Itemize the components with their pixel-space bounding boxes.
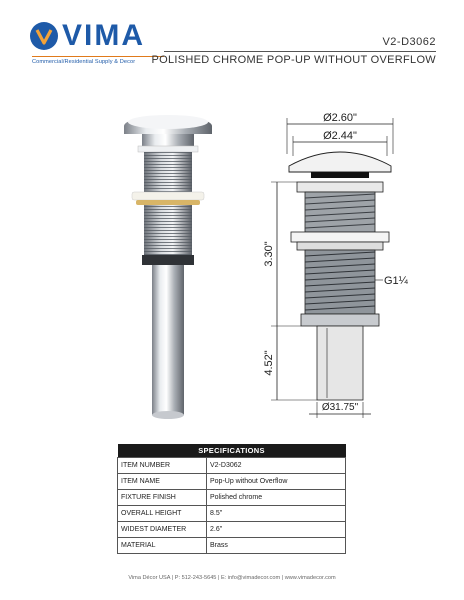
spec-label: ITEM NAME: [118, 474, 207, 490]
spec-value: Brass: [207, 538, 346, 554]
table-row: [118, 490, 346, 506]
spec-value: 2.6": [207, 522, 346, 538]
table-row: [118, 474, 346, 490]
specifications-heading: SPECIFICATIONS: [118, 444, 346, 458]
table-row: [118, 522, 346, 538]
dim-top-outer-label: Ø2.60": [323, 112, 357, 124]
spec-value: V2-D3062: [207, 458, 346, 474]
logo-v-mark-icon: [30, 22, 58, 50]
footer-contact: Vima Décor USA | P: 512-243-5645 | E: info@vimadecor.com | www.vimadecor.com: [128, 575, 336, 581]
spec-value: Polished chrome: [207, 490, 346, 506]
header-divider: [164, 51, 436, 52]
table-row: [118, 458, 346, 474]
brand-logo: [30, 19, 160, 72]
table-row: [118, 506, 346, 522]
spec-label: FIXTURE FINISH: [118, 490, 207, 506]
spec-label: OVERALL HEIGHT: [118, 506, 207, 522]
product-title: POLISHED CHROME POP-UP WITHOUT OVERFLOW: [151, 54, 436, 66]
dim-top-inner-label: Ø2.44": [323, 130, 357, 142]
spec-value: 8.5": [207, 506, 346, 522]
specifications-table: [117, 444, 346, 554]
table-row: [118, 538, 346, 554]
dim-tail-dia-label: Ø31.75": [321, 402, 359, 413]
technical-drawing: [255, 108, 425, 428]
spec-value: Pop-Up without Overflow: [207, 474, 346, 490]
spec-label: MATERIAL: [118, 538, 207, 554]
brand-name: VIMA: [62, 19, 145, 52]
brand-tagline: Commercial/Residential Supply & Decor: [32, 56, 164, 65]
dim-body-height-label: 3.30": [263, 241, 275, 267]
spec-label: WIDEST DIAMETER: [118, 522, 207, 538]
spec-label: ITEM NUMBER: [118, 458, 207, 474]
model-number: V2-D3062: [382, 36, 436, 48]
dim-tail-height-label: 4.52": [263, 350, 275, 376]
dim-thread-label: G1¼: [384, 275, 408, 287]
product-photo: [118, 108, 218, 428]
